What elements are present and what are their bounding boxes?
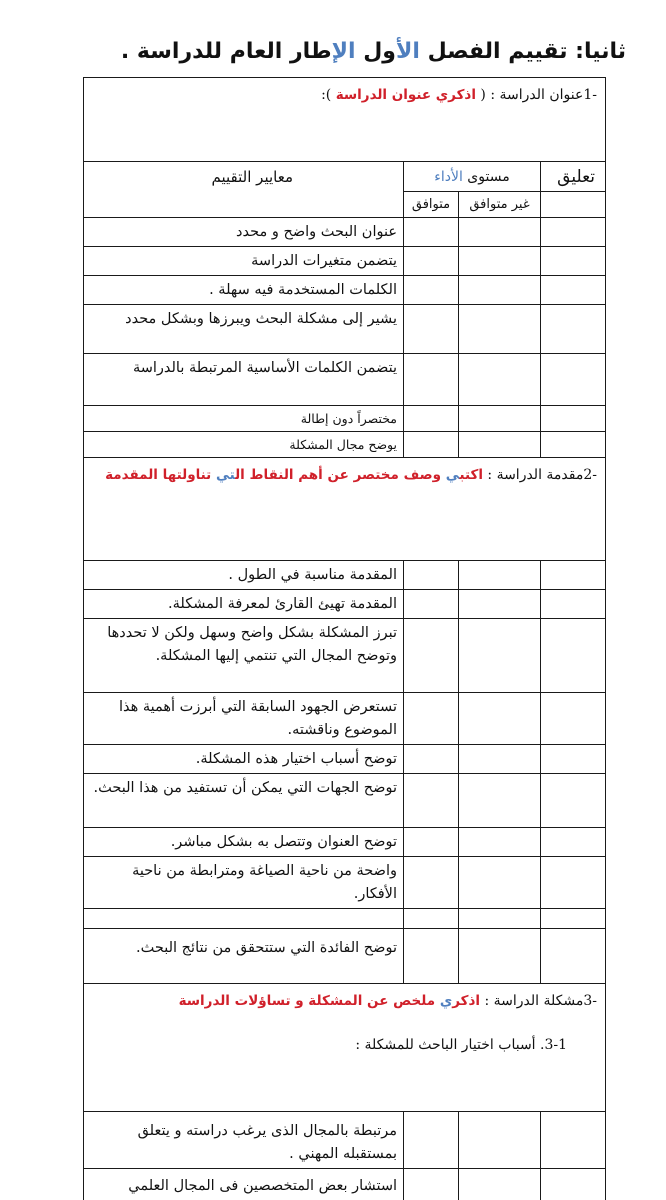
criterion-text: توضح الجهات التي يمكن أن تستفيد من هذا البحث. xyxy=(84,774,404,828)
comment-cell[interactable] xyxy=(541,590,606,619)
not-agree-cell[interactable] xyxy=(459,828,541,857)
comment-cell[interactable] xyxy=(541,828,606,857)
not-agree-cell[interactable] xyxy=(459,247,541,276)
agree-cell[interactable] xyxy=(404,590,459,619)
evaluation-table xyxy=(83,77,606,1200)
criterion-text: الكلمات المستخدمة فيه سهلة . xyxy=(84,276,404,305)
criterion-text: توضح أسباب اختيار هذه المشكلة. xyxy=(84,745,404,774)
not-agree-cell[interactable] xyxy=(459,305,541,354)
comment-cell[interactable] xyxy=(541,305,606,354)
comment-cell[interactable] xyxy=(541,406,606,432)
not-agree-cell[interactable] xyxy=(459,218,541,247)
agree-cell[interactable] xyxy=(404,561,459,590)
agree-cell[interactable] xyxy=(404,693,459,745)
comment-cell[interactable] xyxy=(541,247,606,276)
comment-cell[interactable] xyxy=(541,774,606,828)
agree-cell[interactable] xyxy=(404,218,459,247)
table-row xyxy=(84,218,606,247)
performance-level-header: مستوى الأداء xyxy=(404,162,541,192)
criterion-text: مختصراً دون إطالة xyxy=(84,406,404,432)
comment-cell[interactable] xyxy=(541,693,606,745)
table-row xyxy=(84,619,606,693)
not-agree-cell[interactable] xyxy=(459,693,541,745)
not-agree-cell[interactable] xyxy=(459,929,541,984)
comment-cell[interactable] xyxy=(541,354,606,406)
title-section-cell: -1عنوان الدراسة : ( اذكري عنوان الدراسة ): xyxy=(84,78,606,162)
not-agree-cell[interactable] xyxy=(459,1112,541,1169)
agree-cell[interactable] xyxy=(404,406,459,432)
comment-cell[interactable] xyxy=(541,561,606,590)
table-row xyxy=(84,561,606,590)
comment-cell[interactable] xyxy=(541,857,606,909)
agree-cell[interactable] xyxy=(404,432,459,458)
table-row xyxy=(84,276,606,305)
not-agree-cell[interactable] xyxy=(459,774,541,828)
criteria-header: معايير التقييم xyxy=(84,162,404,218)
not-agree-cell[interactable] xyxy=(459,1169,541,1200)
criterion-text: يوضح مجال المشكلة xyxy=(84,432,404,458)
comment-cell[interactable] xyxy=(541,218,606,247)
criterion-text xyxy=(84,909,404,929)
table-header-row xyxy=(84,162,606,192)
table-row xyxy=(84,909,606,929)
criterion-text: تستعرض الجهود السابقة التي أبرزت أهمية هذا الموضوع وناقشته. xyxy=(84,693,404,745)
comment-cell[interactable] xyxy=(541,619,606,693)
agree-header: متوافق xyxy=(404,192,459,218)
agree-cell[interactable] xyxy=(404,857,459,909)
agree-cell[interactable] xyxy=(404,745,459,774)
criterion-text: المقدمة مناسبة في الطول . xyxy=(84,561,404,590)
comment-cell[interactable] xyxy=(541,909,606,929)
agree-cell[interactable] xyxy=(404,909,459,929)
agree-cell[interactable] xyxy=(404,828,459,857)
agree-cell[interactable] xyxy=(404,619,459,693)
criterion-text: تبرز المشكلة بشكل واضح وسهل ولكن لا تحددها وتوضح المجال التي تنتمي إليها المشكلة. xyxy=(84,619,404,693)
table-row xyxy=(84,1112,606,1169)
table-row xyxy=(84,745,606,774)
agree-cell[interactable] xyxy=(404,354,459,406)
problem-section-cell xyxy=(84,984,606,1112)
intro-section-cell: -2مقدمة الدراسة : اكتبي وصف مختصر عن أهم النقاط التي تناولتها المقدمة xyxy=(84,458,606,561)
not-agree-cell[interactable] xyxy=(459,432,541,458)
criterion-text: استشار بعض المتخصصين فى المجال العلمي xyxy=(84,1169,404,1200)
not-agree-cell[interactable] xyxy=(459,561,541,590)
table-row xyxy=(84,432,606,458)
agree-cell[interactable] xyxy=(404,929,459,984)
page-title: ثانيا: تقييم الفصل الأول الإطار العام للدراسة . xyxy=(120,39,626,64)
criterion-text: مرتبطة بالمجال الذى يرغب دراسته و يتعلق بمستقبله المهني . xyxy=(84,1112,404,1169)
comment-cell[interactable] xyxy=(541,929,606,984)
not-agree-cell[interactable] xyxy=(459,406,541,432)
not-agree-cell[interactable] xyxy=(459,276,541,305)
not-agree-cell[interactable] xyxy=(459,619,541,693)
table-row xyxy=(84,406,606,432)
not-agree-cell[interactable] xyxy=(459,354,541,406)
criterion-text: يتضمن الكلمات الأساسية المرتبطة بالدراسة xyxy=(84,354,404,406)
comment-header: تعليق xyxy=(541,162,606,192)
table-row xyxy=(84,857,606,909)
criterion-text: عنوان البحث واضح و محدد xyxy=(84,218,404,247)
not-agree-cell[interactable] xyxy=(459,857,541,909)
not-agree-cell[interactable] xyxy=(459,909,541,929)
criterion-text: واضحة من ناحية الصياغة ومترابطة من ناحية الأفكار. xyxy=(84,857,404,909)
table-row xyxy=(84,305,606,354)
table-row xyxy=(84,774,606,828)
agree-cell[interactable] xyxy=(404,247,459,276)
table-row xyxy=(84,590,606,619)
table-row xyxy=(84,1169,606,1200)
agree-cell[interactable] xyxy=(404,1112,459,1169)
comment-cell[interactable] xyxy=(541,1112,606,1169)
intro-section-row xyxy=(84,458,606,561)
comment-cell[interactable] xyxy=(541,276,606,305)
title-section-row xyxy=(84,78,606,162)
not-agree-header: غير متوافق xyxy=(459,192,541,218)
agree-cell[interactable] xyxy=(404,1169,459,1200)
criterion-text: المقدمة تهيئ القارئ لمعرفة المشكلة. xyxy=(84,590,404,619)
criterion-text: توضح العنوان وتتصل به بشكل مباشر. xyxy=(84,828,404,857)
problem-section-heading: -3مشكلة الدراسة : اذكري ملخص عن المشكلة و تساؤلات الدراسة xyxy=(178,993,598,1009)
comment-cell[interactable] xyxy=(541,1169,606,1200)
table-row xyxy=(84,693,606,745)
not-agree-cell[interactable] xyxy=(459,745,541,774)
criterion-text: يشير إلى مشكلة البحث ويبرزها وبشكل محدد xyxy=(84,305,404,354)
problem-subsection-label: 3-1. أسباب اختيار الباحث للمشكلة : xyxy=(355,1037,568,1053)
criterion-text: توضح الفائدة التي ستتحقق من نتائج البحث. xyxy=(84,929,404,984)
criterion-text: يتضمن متغيرات الدراسة xyxy=(84,247,404,276)
comment-cell[interactable] xyxy=(541,745,606,774)
agree-cell[interactable] xyxy=(404,276,459,305)
table-row xyxy=(84,247,606,276)
table-row xyxy=(84,828,606,857)
table-row xyxy=(84,354,606,406)
not-agree-cell[interactable] xyxy=(459,590,541,619)
comment-cell[interactable] xyxy=(541,432,606,458)
comment-subheader-empty xyxy=(541,192,606,218)
problem-section-row xyxy=(84,984,606,1112)
table-row xyxy=(84,929,606,984)
agree-cell[interactable] xyxy=(404,774,459,828)
agree-cell[interactable] xyxy=(404,305,459,354)
